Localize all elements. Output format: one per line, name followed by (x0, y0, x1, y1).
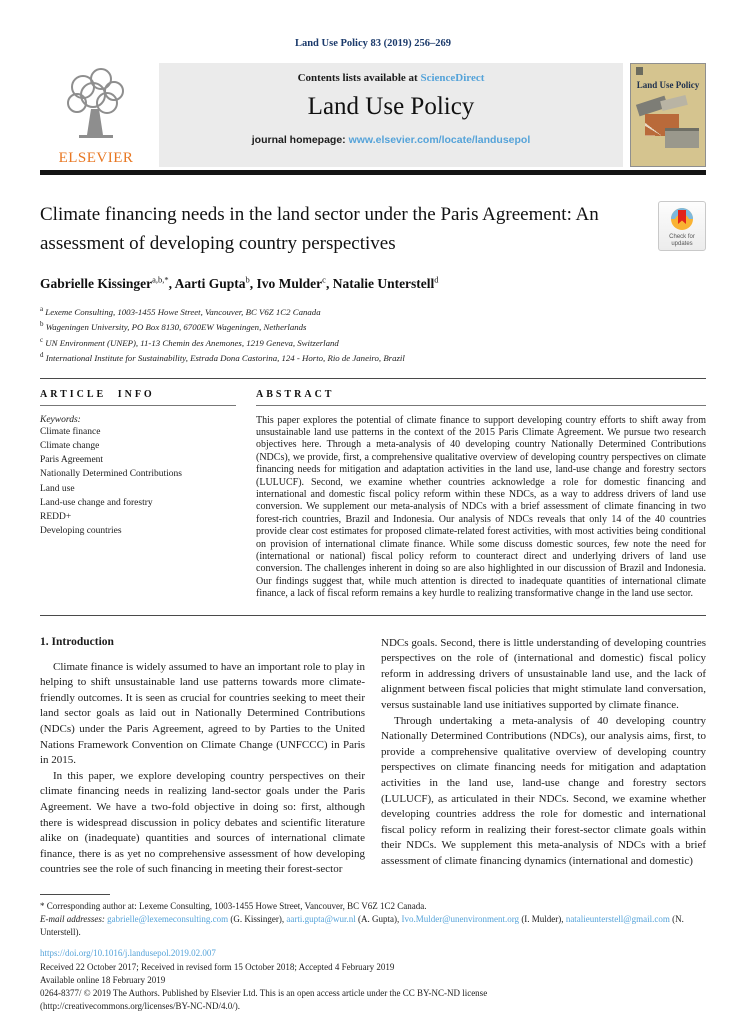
abstract-column (256, 389, 706, 601)
cover-landscape-image-icon (665, 128, 699, 148)
author-affiliation-marks: d (434, 274, 439, 284)
author: Gabrielle Kissinger$^{a,b,*}$, (40, 274, 175, 291)
keyword: Climate change (40, 440, 100, 451)
article-info-column (40, 389, 236, 601)
introduction-section (40, 636, 706, 879)
author-affiliation-marks: b (245, 274, 250, 284)
introduction-heading: 1. Introduction (40, 635, 114, 648)
journal-citation: Land Use Policy 83 (2019) 256–269 (294, 38, 452, 49)
abstract-text: This paper explores the potential of climate finance to support developing country efforts to shift away from unsustainable land use patterns in the context of the 2015 Paris Climate Agreement. We pursue two research objectives here. Through a meta-analysis of 40 developing country Nationally Determined Contributions (NDCs), we provide, first, a comprehensive qualitative overview of developing country perspectives on climate financing needs for mitigation and adaptation activities in the land use, land-use change and forestry sectors (LULUCF). Second, we examine whether countries acknowledge a role for domestic financing and international and domestic fiscal policy reform within these NDCs, as a way to address drivers of land use conversion. We supplement our meta-analysis of NDCs with a brief assessment of climate financing in two forest-rich countries, Brazil and Indonesia. Our analysis of NDCs reveals that only 14 of the 40 countries provide clear cost estimates for proposed climate-related forest activities, with most activities being conditional on provision of international climate finance. While some discuss domestic sources, few note the need for (international or national) fiscal policy reform to counteract direct and underlying drivers of land use conversion. The challenges inherent in doing so are also highlighted in our discussion of Brazil and Indonesia. Our findings suggest that, while much attention is directed to inadequate quantities of international climate finance, a lack of fiscal reform remains a key hurdle to realizing transformative change in the land use sector. (256, 414, 706, 600)
author: Ivo Mulder$^c$, (256, 274, 333, 291)
elsevier-wordmark: ELSEVIER (58, 150, 134, 166)
homepage-link[interactable]: www.elsevier.com/locate/landusepol (348, 134, 531, 146)
homepage-line (159, 134, 623, 146)
contents-prefix: Contents lists available at (297, 72, 421, 84)
footnote-divider (40, 894, 110, 895)
contents-line (159, 72, 623, 84)
affiliation: $^d$ International Institute for Sustainability, Estrada Dona Castorina, 124 - Horto, Rio de Janeiro, Brazil (40, 351, 405, 364)
affiliation: $^a$ Lexeme Consulting, 1003-1455 Howe Street, Vancouver, BC V6Z 1C2 Canada (40, 304, 321, 317)
check-for-updates-badge[interactable] (658, 201, 706, 251)
intro-paragraph: Through undertaking a meta-analysis of 40 developing country Nationally Determined Contributions (NDCs), our analysis aims, first, to provide a comprehensive qualitative overview of developing country perspectives on climate financing needs for mitigation and adaptation activities in the land use, land-use change and forestry sectors (LULUCF), as articulated in their NDCs. Second, we examine whether developing countries address the role for domestic and international fiscal policy reform in realizing their forest-sector climate goals within their NDCs. We supplement this meta-analysis of NDCs with a brief assessment of climate financing dynamics (international and domestic) (381, 714, 706, 868)
email-entry: gabrielle@lexemeconsulting.com (G. Kissinger), (107, 914, 287, 925)
abstract-bottom-divider (40, 615, 706, 616)
masthead-divider (40, 170, 706, 175)
author-affiliation-marks: a,b,* (152, 274, 169, 284)
corresponding-author-note: * Corresponding author at: Lexeme Consulting, 1003-1455 Howe Street, Vancouver, BC V6Z 1C2 Canada. (40, 901, 427, 912)
intro-paragraph: NDCs goals. Second, there is little understanding of developing countries perspectives on the role of (international and domestic) fiscal policy reform in addressing drivers of unsustainable land use, and the lack of alignment between fiscal policies that might stimulate land conversation, versus sustainable land use initiatives supported by climate finance. (381, 636, 706, 711)
keyword: Developing countries (40, 526, 122, 537)
author: Natalie Unterstell$^d$ (332, 274, 439, 291)
affiliation: $^b$ Wageningen University, PO Box 8130, 6700EW Wageningen, Netherlands (40, 320, 307, 332)
email-link[interactable]: natalieunterstell@gmail.com (565, 914, 670, 925)
doi-link[interactable]: https://doi.org/10.1016/j.landusepol.2019.02.007 (40, 948, 216, 959)
masthead-center (159, 63, 623, 167)
author-list (40, 274, 706, 292)
copyright-line: 0264-8377/ © 2019 The Authors. Published by Elsevier Ltd. This is an open access article under the CC BY-NC-ND license (40, 988, 488, 999)
keywords-label: Keywords: (40, 414, 81, 425)
section-divider (40, 378, 706, 379)
email-link[interactable]: gabrielle@lexemeconsulting.com (107, 914, 229, 925)
email-entry: natalieunterstell@gmail.com (N. Unterstell). (40, 914, 684, 938)
masthead (40, 63, 706, 167)
affiliation: $^c$ UN Environment (UNEP), 11-13 Chemin des Anemones, 1219 Geneva, Switzerland (40, 335, 339, 348)
journal-cover-thumbnail (630, 63, 706, 167)
intro-paragraph: Climate finance is widely assumed to have an important role to play in helping to shift unsustainable land use patterns towards more climate-friendly outcomes. It is seen as crucial for countries seeking to meet their land sector goals as laid out in Nationally Determined Contributions (NDCs) under the Paris Agreement, agreed to by Parties to the United Nations Framework Convention on Climate Change (UNFCCC) in Paris in 2015. (40, 660, 365, 767)
homepage-label: journal homepage: (251, 134, 349, 146)
email-list (40, 914, 684, 937)
keyword: Paris Agreement (40, 455, 104, 466)
keyword-list (40, 425, 236, 539)
check-updates-label: Check for updates (669, 234, 695, 248)
affiliation-list (40, 304, 706, 366)
keyword: Land-use change and forestry (40, 497, 153, 508)
elsevier-logo (40, 63, 152, 167)
email-link[interactable]: Ivo.Mulder@unenvironment.org (401, 914, 520, 925)
keyword: Nationally Determined Contributions (40, 469, 182, 480)
received-line: Received 22 October 2017; Received in revised form 15 October 2018; Accepted 4 February 2019 (40, 962, 395, 973)
crossmark-icon (669, 206, 695, 232)
intro-right-column (381, 636, 706, 879)
article-info-heading: ARTICLE INFO (40, 389, 236, 406)
intro-left-column (40, 636, 365, 879)
email-addresses-line (40, 913, 706, 939)
elsevier-tree-icon (57, 65, 135, 149)
email-entry: Ivo.Mulder@unenvironment.org (I. Mulder), (401, 914, 566, 925)
journal-title: Land Use Policy (307, 93, 475, 120)
intro-paragraph: In this paper, we explore developing country perspectives on their climate financing needs in realizing land-sector goals under the Paris Agreement. We have a two-fold objective in doing so: first, although there is widespread discussion in policy debates and scientific literature alike on (inadequate) quantities and sources of international climate finance, there is as yet no comprehensive assessment of how developing countries see the role of such financing in meeting their forest-sector (40, 769, 365, 876)
email-link[interactable]: aarti.gupta@wur.nl (286, 914, 356, 925)
article-title: Climate financing needs in the land sector under the Paris Agreement: An assessment of developing country perspectives (40, 204, 599, 254)
author: Aarti Gupta$^b$, (174, 274, 257, 291)
keyword: REDD+ (40, 512, 72, 523)
license-line: (http://creativecommons.org/licenses/BY-NC-ND/4.0/). (40, 1001, 241, 1012)
keyword: Climate finance (40, 426, 101, 437)
email-entry: aarti.gupta@wur.nl (A. Gupta), (286, 914, 402, 925)
available-online-line: Available online 18 February 2019 (40, 975, 166, 986)
keyword: Land use (40, 483, 75, 494)
abstract-heading: ABSTRACT (256, 389, 706, 406)
doi-line (40, 948, 706, 958)
email-label: E-mail addresses: (40, 914, 108, 925)
sciencedirect-link[interactable]: ScienceDirect (420, 72, 485, 84)
cover-mini-logo (636, 67, 643, 75)
article-history-block (40, 961, 706, 1013)
author-affiliation-marks: c (322, 274, 326, 284)
footnote-block (40, 894, 706, 958)
cover-title: Land Use Policy (636, 80, 700, 90)
